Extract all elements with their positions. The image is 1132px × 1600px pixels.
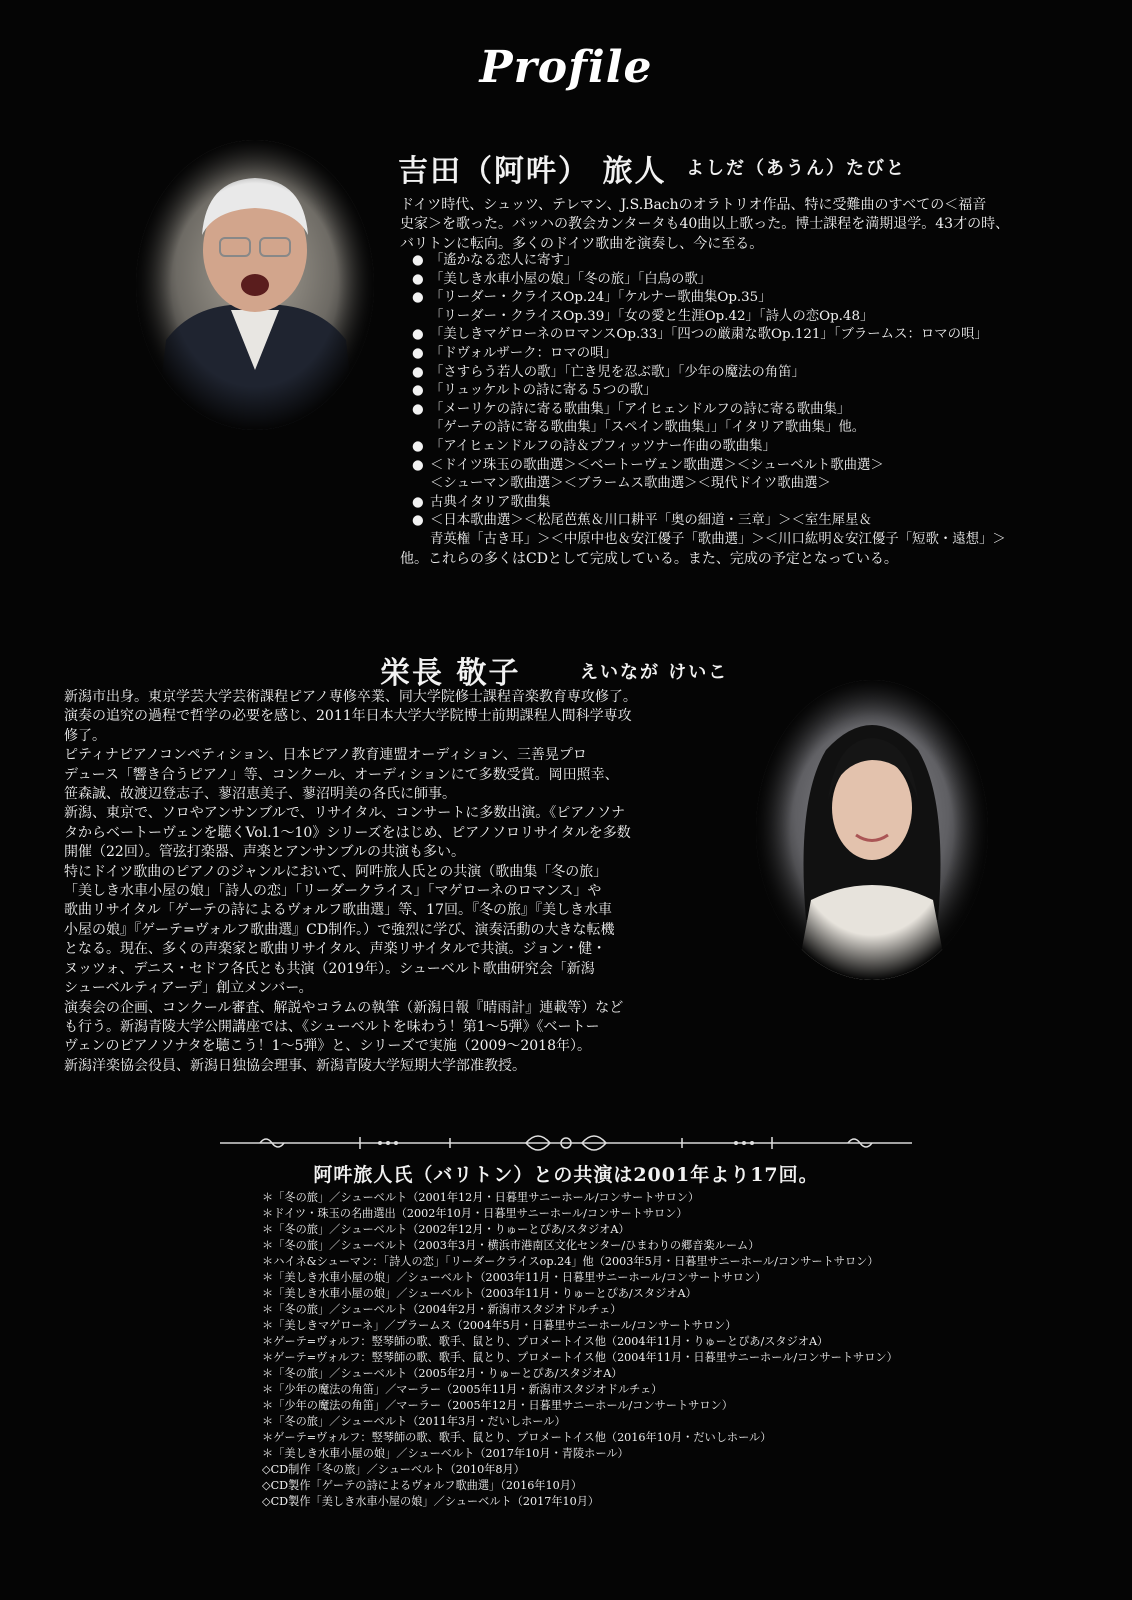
collaboration-heading: 阿吽旅人氏（バリトン）との共演は2001年より17回。: [313, 1164, 819, 1186]
ornamental-divider: [220, 1130, 912, 1156]
bio-line: となる。現在、多くの声楽家と歌曲リサイタル、声楽リサイタルで共演。ジョン・健・: [64, 941, 607, 958]
list-item: ＜シューマン歌曲選＞＜ブラームス歌曲選＞＜現代ドイツ歌曲選＞: [430, 476, 831, 492]
bio-line: 「美しき水車小屋の娘」「詩人の恋」「リーダークライス」「マゲローネのロマンス」や: [64, 883, 602, 900]
bio-line: 特にドイツ歌曲のピアノのジャンルにおいて、阿吽旅人氏との共演（歌曲集「冬の旅」: [64, 863, 608, 880]
person2-reading: えいなが けいこ: [580, 662, 729, 683]
person1-repertoire-list: [412, 252, 1112, 550]
list-item: ＊「冬の旅」／シューベルト（2004年2月・新潟市スタジオドルチェ）: [262, 1303, 622, 1316]
portrait-photo-yoshida: [136, 140, 374, 430]
bio-line: デュース「響き合うピアノ」等、コンクール、オーディションにて多数受賞。岡田照幸、: [64, 766, 619, 783]
list-item: ＊「冬の旅」／シューベルト（2003年3月・横浜市港南区文化センター/ひまわりの郷音楽ルーム）: [262, 1239, 760, 1252]
bio-line: ヴェンのピアノソナタを聴こう！1～5弾》と、シリーズで実施（2009～2018年）。: [64, 1038, 591, 1055]
person1-intro-line: バリトンに転向。多くのドイツ歌曲を演奏し、今に至る。: [400, 235, 764, 252]
bio-line: タからベートーヴェンを聴くVol.1～10》シリーズをはじめ、ピアノソロリサイタルを多数: [64, 824, 631, 841]
list-item: ● 「遙かなる恋人に寄す」: [412, 253, 578, 268]
person1-closing: 他。これらの多くはCDとして完成している。また、完成の予定となっている。: [400, 551, 898, 567]
bio-line: 新潟、東京で、ソロやアンサンブルで、リサイタル、コンサートに多数出演。《ピアノソナ: [64, 805, 626, 822]
list-item: ＊ゲーテ=ヴォルフ：竪琴師の歌、歌手、鼠とり、プロメートイス他（2004年11月・日暮里サニーホール/コンサートサロン）: [262, 1351, 898, 1364]
person1-intro: [400, 196, 1115, 254]
person1-intro-line: ドイツ時代、シュッツ、テレマン、J.S.Bachのオラトリオ作品、特に受難曲のすべての＜福音: [400, 197, 987, 213]
list-item: ＊ハイネ&シューマン：「詩人の恋」「リーダークライスop.24」他（2003年5月・日暮里サニーホール/コンサートサロン）: [262, 1255, 879, 1268]
page-title: Profile: [479, 42, 653, 93]
list-item: ＊ゲーテ=ヴォルフ：竪琴師の歌、歌手、鼠とり、プロメートイス他（2016年10月・だいしホール）: [262, 1431, 772, 1444]
list-item: ● 「メーリケの詩に寄る歌曲集」「アイヒェンドルフの詩に寄る歌曲集」: [412, 401, 851, 417]
list-item: ● ＜日本歌曲選＞＜松尾芭蕉＆川口耕平「奥の細道・三章」＞＜室生犀星＆: [412, 513, 872, 529]
bio-line: シューベルティアーデ」創立メンバー。: [64, 980, 313, 997]
list-item: ● 「ドヴォルザーク：ロマの唄」: [412, 345, 617, 361]
list-item: ● 「美しき水車小屋の娘」「冬の旅」「白鳥の歌」: [412, 271, 712, 287]
list-item: ＊「美しき水車小屋の娘」／シューベルト（2003年11月・日暮里サニーホール/コンサートサロン）: [262, 1271, 767, 1284]
list-item: ● ＜ドイツ珠玉の歌曲選＞＜ベートーヴェン歌曲選＞＜シューベルト歌曲選＞: [412, 457, 884, 473]
list-item: ◇CD製作「ゲーテの詩によるヴォルフ歌曲選」（2016年10月）: [262, 1479, 583, 1492]
list-item: ◇CD製作「美しき水車小屋の娘」／シューベルト（2017年10月）: [262, 1495, 600, 1508]
bio-line: 新潟洋楽協会役員、新潟日独協会理事、新潟青陵大学短期大学部准教授。: [64, 1057, 526, 1074]
person2-bio: [64, 688, 744, 1076]
bio-line: 修了。: [64, 727, 106, 744]
bio-line: 新潟市出身。東京学芸大学芸術課程ピアノ専修卒業、同大学院修士課程音楽教育専攻修了。: [64, 689, 637, 705]
list-item: ＊「少年の魔法の角笛」／マーラー（2005年12月・日暮里サニーホール/コンサートサロン）: [262, 1399, 733, 1412]
person1-intro-line: 史家＞を歌った。バッハの教会カンタータも40曲以上歌った。博士課程を満期退学。43才の時、: [400, 216, 1010, 233]
person1-name: 吉田（阿吽） 旅人: [398, 154, 667, 189]
list-item: ＊「冬の旅」／シューベルト（2002年12月・りゅーとぴあ/スタジオA）: [262, 1223, 630, 1236]
bio-line: 開催（22回）。管弦打楽器、声楽とアンサンブルの共演も多い。: [64, 844, 465, 861]
list-item: ＊「冬の旅」／シューベルト（2011年3月・だいしホール）: [262, 1415, 566, 1428]
list-item: ＊「美しき水車小屋の娘」／シューベルト（2017年10月・青陵ホール）: [262, 1447, 629, 1460]
list-item: ● 「リュッケルトの詩に寄る５つの歌」: [412, 383, 657, 399]
list-item: 青英権「古き耳」＞＜中原中也＆安江優子「歌曲選」＞＜川口紘明＆安江優子「短歌・遠想」＞: [430, 531, 1006, 547]
list-item: 「ゲーテの詩に寄る歌曲集」「スペイン歌曲集」」「イタリア歌曲集」他。: [430, 420, 866, 436]
portrait-photo-einaga: [756, 680, 988, 980]
list-item: ＊ドイツ・珠玉の名曲選出（2002年10月・日暮里サニーホール/コンサートサロン）: [262, 1207, 688, 1220]
bio-line: ヌッツォ、デニス・セドフ各氏とも共演（2019年）。シューベルト歌曲研究会「新潟: [64, 960, 595, 977]
list-item: ＊「少年の魔法の角笛」／マーラー（2005年11月・新潟市スタジオドルチェ）: [262, 1383, 663, 1396]
list-item: ＊「美しきマゲローネ」／ブラームス（2004年5月・日暮里サニーホール/コンサートサロン）: [262, 1319, 737, 1332]
list-item: ● 「美しきマゲローネのロマンスOp.33」「四つの厳粛な歌Op.121」「ブラームス：ロマの唄」: [412, 327, 988, 343]
list-item: ● 「アイヒェンドルフの詩＆プフィッツナー作曲の歌曲集」: [412, 438, 776, 454]
bio-line: 小屋の娘』『ゲーテ=ヴォルフ歌曲選』CD制作。）で強烈に学び、演奏活動の大きな転機: [64, 921, 615, 938]
list-item: ● 「さすらう若人の歌」「亡き児を忍ぶ歌」「少年の魔法の角笛」: [412, 364, 805, 380]
bio-line: 演奏会の企画、コンクール審査、解説やコラムの執筆（新潟日報『晴雨計』連載等）など: [64, 999, 624, 1016]
person2-name: 栄長 敬子: [380, 656, 521, 691]
list-item: ＊ゲーテ=ヴォルフ：竪琴師の歌、歌手、鼠とり、プロメートイス他（2004年11月・りゅーとぴあ/スタジオA）: [262, 1335, 829, 1348]
bio-line: も行う。新潟青陵大学公開講座では、《シューベルトを味わう！第1～5弾》《ベートー: [64, 1018, 600, 1035]
list-item: 「リーダー・クライスOp.39」「女の愛と生涯Op.42」「詩人の恋Op.48」: [430, 308, 874, 324]
list-item: ◇CD制作「冬の旅」／シューベルト（2010年8月）: [262, 1463, 525, 1476]
list-item: ● 「リーダー・クライスOp.24」「ケルナー歌曲集Op.35」: [412, 290, 772, 306]
list-item: ＊「冬の旅」／シューベルト（2005年2月・りゅーとぴあ/スタジオA）: [262, 1367, 623, 1380]
list-item: ● 古典イタリア歌曲集: [412, 494, 551, 510]
bio-line: 歌曲リサイタル「ゲーテの詩によるヴォルフ歌曲選」等、17回。『冬の旅』『美しき水車: [64, 902, 612, 919]
person1-reading: よしだ（あうん）たびと: [686, 158, 906, 179]
bio-line: 演奏の追究の過程で哲学の必要を感じ、2011年日本大学大学院博士前期課程人間科学専攻: [64, 708, 632, 725]
collaboration-list: [262, 1190, 1022, 1510]
bio-line: ピティナピアノコンペティション、日本ピアノ教育連盟オーディション、三善晃プロ: [64, 747, 587, 764]
list-item: ＊「美しき水車小屋の娘」／シューベルト（2003年11月・りゅーとぴあ/スタジオA）: [262, 1287, 697, 1300]
list-item: ＊「冬の旅」／シューベルト（2001年12月・日暮里サニーホール/コンサートサロン）: [262, 1191, 700, 1204]
bio-line: 笹森誠、故渡辺登志子、蓼沼恵美子、蓼沼明美の各氏に師事。: [64, 786, 456, 803]
